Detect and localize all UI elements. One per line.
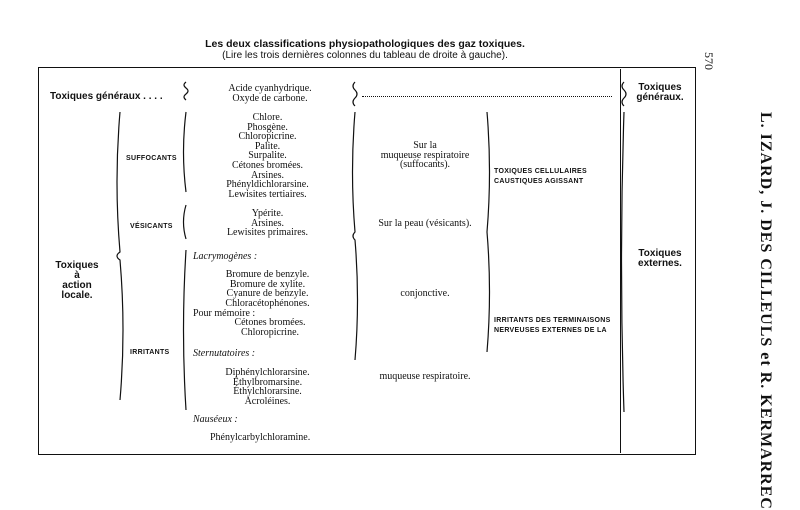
action-line: NERVEUSES EXTERNES DE LA bbox=[494, 327, 607, 334]
agent-item: Lewisites tertiaires. bbox=[228, 188, 307, 200]
vesicants-agents bbox=[200, 209, 335, 238]
vesicants-label: VÉSICANTS bbox=[130, 223, 173, 230]
agent-item: Diphénylchlorarsine. bbox=[225, 367, 310, 378]
right-externes-label bbox=[630, 249, 690, 269]
suffocants-label: SUFFOCANTS bbox=[126, 155, 177, 162]
agent-item: Cétones bromées. bbox=[234, 317, 306, 328]
agent-item: Chloropicrine. bbox=[240, 326, 300, 338]
locale-line: locale. bbox=[61, 290, 93, 301]
agent-item: Chlore. bbox=[252, 112, 283, 123]
site-line: (suffocants). bbox=[399, 159, 451, 171]
site-respiratoire: muqueuse respiratoire. bbox=[379, 371, 471, 382]
agent-item: Phényldichlorarsine. bbox=[226, 179, 309, 191]
action-irritants bbox=[494, 316, 611, 336]
right-generaux-label bbox=[630, 83, 690, 103]
memoire-heading: Pour mémoire : bbox=[193, 308, 256, 319]
agent-item: Phosgène. bbox=[247, 121, 288, 133]
agent-item: Cyanure de benzyle. bbox=[226, 288, 309, 300]
agent-item: Ypérite. bbox=[251, 208, 284, 219]
agent-item: Oxyde de carbone. bbox=[232, 92, 308, 104]
site-conjonctive: conjonctive. bbox=[400, 288, 450, 299]
running-head: L. IZARD, J. DES CILLEULS et R. KERMARREC bbox=[757, 112, 774, 510]
agent-item: Acroléines. bbox=[244, 395, 291, 407]
agent-item: Acide cyanhydrique. bbox=[228, 83, 312, 94]
lacrymogenes-heading: Lacrymogènes : bbox=[193, 251, 258, 262]
suffocants-agents bbox=[200, 113, 335, 199]
action-line: TOXIQUES CELLULAIRES bbox=[494, 168, 587, 175]
memoire-agents bbox=[205, 318, 335, 337]
agent-item: Surpalite. bbox=[248, 150, 287, 162]
agent-item: Bromure de benzyle. bbox=[225, 269, 310, 280]
agent-item: Bromure de xylite. bbox=[229, 278, 306, 290]
irritants-label: IRRITANTS bbox=[130, 349, 170, 356]
table-title: Les deux classifications physiopathologiques des gaz toxiques. bbox=[205, 38, 525, 50]
agent-item: Éthylchlorarsine. bbox=[233, 386, 302, 398]
agent-item: Chloracétophénones. bbox=[225, 297, 310, 309]
left-generaux-label: Toxiques généraux . . . . bbox=[50, 91, 163, 102]
generaux-agents bbox=[200, 84, 340, 103]
agent-item: Lewisites primaires. bbox=[226, 227, 309, 239]
action-caustiques bbox=[494, 167, 587, 187]
page-number: 570 bbox=[702, 52, 716, 70]
site-line: muqueuse respiratoire bbox=[380, 149, 470, 161]
locale-line: Toxiques bbox=[55, 260, 99, 271]
left-locale-label bbox=[52, 261, 102, 301]
agent-item: Palite. bbox=[254, 140, 281, 152]
action-line: IRRITANTS DES TERMINAISONS bbox=[494, 317, 611, 324]
lacrymogenes-agents bbox=[200, 270, 335, 308]
agent-item: Arsines. bbox=[250, 217, 285, 229]
locale-line: action bbox=[62, 280, 92, 291]
action-line: CAUSTIQUES AGISSANT bbox=[494, 178, 584, 185]
nauseeux-agent: Phénylcarbylchloramine. bbox=[210, 432, 311, 443]
site-vesicants: Sur la peau (vésicants). bbox=[378, 218, 472, 229]
table-subtitle: (Lire les trois dernières colonnes du tableau de droite à gauche). bbox=[222, 50, 508, 61]
site-suffocants bbox=[360, 141, 490, 170]
right-generaux-line: généraux. bbox=[636, 92, 684, 103]
agent-item: Cétones bromées. bbox=[231, 159, 304, 171]
agent-item: Arsines. bbox=[250, 169, 285, 181]
right-externes-line: externes. bbox=[638, 258, 682, 269]
nauseeux-heading: Nauséeux : bbox=[193, 414, 238, 425]
sternutatoires-heading: Sternutatoires : bbox=[193, 348, 256, 359]
agent-item: Chloropicrine. bbox=[238, 131, 297, 143]
locale-line: à bbox=[74, 270, 80, 281]
site-line: Sur la bbox=[413, 140, 437, 151]
agent-item: Éthylbromarsine. bbox=[232, 376, 303, 388]
right-generaux-line: Toxiques bbox=[638, 82, 682, 93]
sternutatoires-agents bbox=[200, 368, 335, 406]
right-externes-line: Toxiques bbox=[638, 248, 682, 259]
